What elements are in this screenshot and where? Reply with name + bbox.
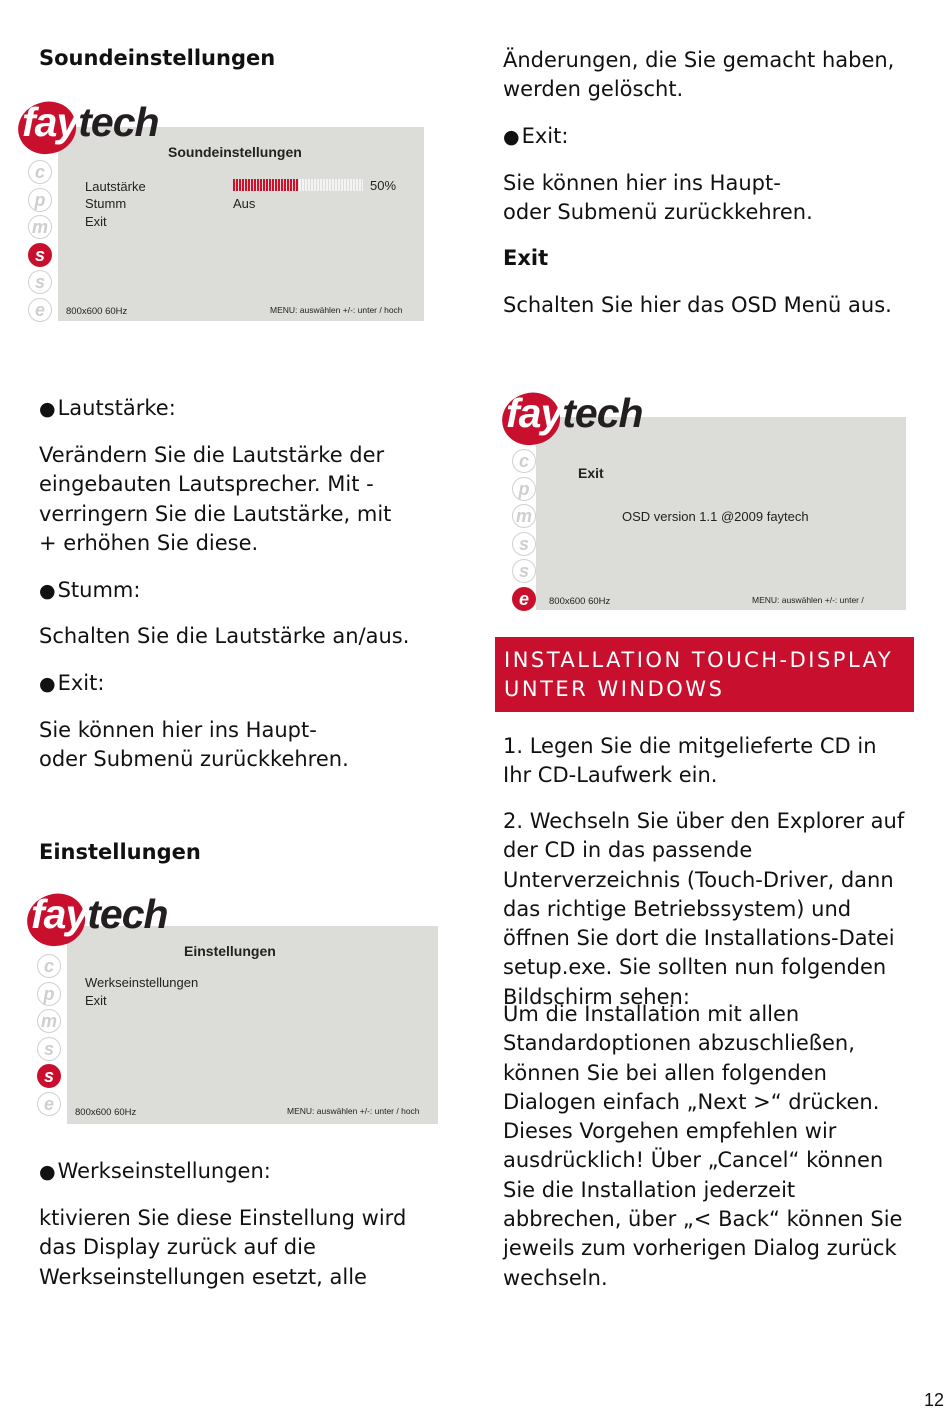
osd-panel (58, 127, 424, 321)
exit-heading: Exit (503, 246, 549, 270)
menu-icon-m: m (512, 504, 536, 528)
osd-title: Soundeinstellungen (168, 144, 302, 160)
osd-item: Werkseinstellungen (85, 975, 199, 990)
menu-icon-s: s (37, 1037, 61, 1061)
menu-icon-s: s (512, 532, 536, 556)
menu-icon-e: e (28, 298, 52, 322)
exit-label: ● Exit: (503, 122, 568, 152)
menu-icon-e: e (37, 1092, 61, 1116)
menu-icon-m: m (37, 1009, 61, 1033)
menu-icon-s: s (28, 270, 52, 294)
osd-hint: MENU: auswählen +/-: unter / (752, 595, 864, 605)
lautstaerke-text: Verändern Sie die Lautstärke der eingebauten Lautsprecher. Mit - verringern Sie die Lautstärke, mit + erhöhen Sie diese. (39, 443, 392, 555)
osd-version: OSD version 1.1 @2009 faytech (622, 509, 809, 524)
volume-value: 50% (370, 178, 397, 193)
exit-text: Sie können hier ins Haupt- oder Submenü zurückkehren. (39, 718, 349, 772)
menu-icon-c: c (512, 449, 536, 473)
step-1-text: 1. Legen Sie die mitgelieferte CD in Ihr CD-Laufwerk ein. (503, 734, 877, 788)
osd-panel (536, 417, 906, 610)
menu-icon-m: m (28, 215, 52, 239)
osd-item: Lautstärke (85, 179, 146, 194)
osd-item: Exit (85, 214, 107, 229)
menu-icon-p: p (37, 982, 61, 1006)
osd-resolution: 800x600 60Hz (549, 596, 611, 607)
page-number: 12 (923, 1390, 944, 1410)
stumm-label: ● Stumm: (39, 576, 140, 606)
werkseinstellungen-label: ● Werkseinstellungen: (39, 1157, 271, 1187)
osd-title: Exit (578, 465, 604, 481)
osd-item: Stumm (85, 196, 127, 211)
osd-hint: MENU: auswählen +/-: unter / hoch (287, 1106, 420, 1116)
osd-panel (67, 926, 438, 1124)
volume-bar (233, 179, 363, 191)
section-banner (495, 637, 914, 712)
exit-label: ● Exit: (39, 669, 104, 699)
exit-text: Sie können hier ins Haupt- oder Submenü zurückkehren. (503, 171, 813, 225)
menu-icon-c: c (28, 160, 52, 184)
volume-bar-fill (233, 179, 298, 191)
mute-value: Aus (233, 196, 256, 211)
menu-icon-e: e (512, 587, 536, 611)
faytech-logo: faytech (18, 98, 159, 146)
osd-hint: MENU: auswählen +/-: unter / hoch (270, 305, 403, 315)
osd-resolution: 800x600 60Hz (66, 306, 128, 317)
werkseinstellungen-text: ktivieren Sie diese Einstellung wird das Display zurück auf die Werkseinstellungen esetzt, alle (39, 1206, 407, 1289)
step-2-text: 2. Wechseln Sie über den Explorer auf der CD in das passende Unterverzeichnis (Touch-Driver, dann das richtige Betriebssystem) und öffnen Sie dort die Installations-Datei setup.exe. Sie sollten nun folgenden Bildschirm sehen: (503, 809, 905, 1009)
sound-heading: Soundeinstellungen (39, 46, 276, 70)
menu-icon-c: c (37, 954, 61, 978)
menu-icon-p: p (512, 477, 536, 501)
lautstaerke-label: ● Lautstärke: (39, 394, 176, 424)
exit-heading-text: Schalten Sie hier das OSD Menü aus. (503, 293, 892, 317)
osd-item: Exit (85, 993, 107, 1008)
menu-icon-s: s (28, 243, 52, 267)
continued-text: Änderungen, die Sie gemacht haben, werden gelöscht. (503, 48, 895, 102)
stumm-text: Schalten Sie die Lautstärke an/aus. (39, 624, 410, 648)
menu-icon-s: s (512, 559, 536, 583)
banner-text: INSTALLATION TOUCH-DISPLAY UNTER WINDOWS (504, 648, 894, 701)
faytech-logo: faytech (502, 389, 643, 437)
osd-resolution: 800x600 60Hz (75, 1107, 137, 1118)
installation-text: Um die Installation mit allen Standardoptionen abzuschließen, können Sie bei allen folgenden Dialogen einfach „Next >“ drücken. Dieses Vorgehen empfehlen wir ausdrücklich! Über „Cancel“ können Sie die Installation jederzeit abbrechen, über „< Back“ können Sie jeweils zum vorherigen Dialog zurück wechseln. (503, 1002, 903, 1290)
faytech-logo: faytech (27, 890, 168, 938)
osd-title: Einstellungen (184, 943, 276, 959)
einstellungen-heading: Einstellungen (39, 840, 201, 864)
menu-icon-s: s (37, 1064, 61, 1088)
menu-icon-p: p (28, 188, 52, 212)
